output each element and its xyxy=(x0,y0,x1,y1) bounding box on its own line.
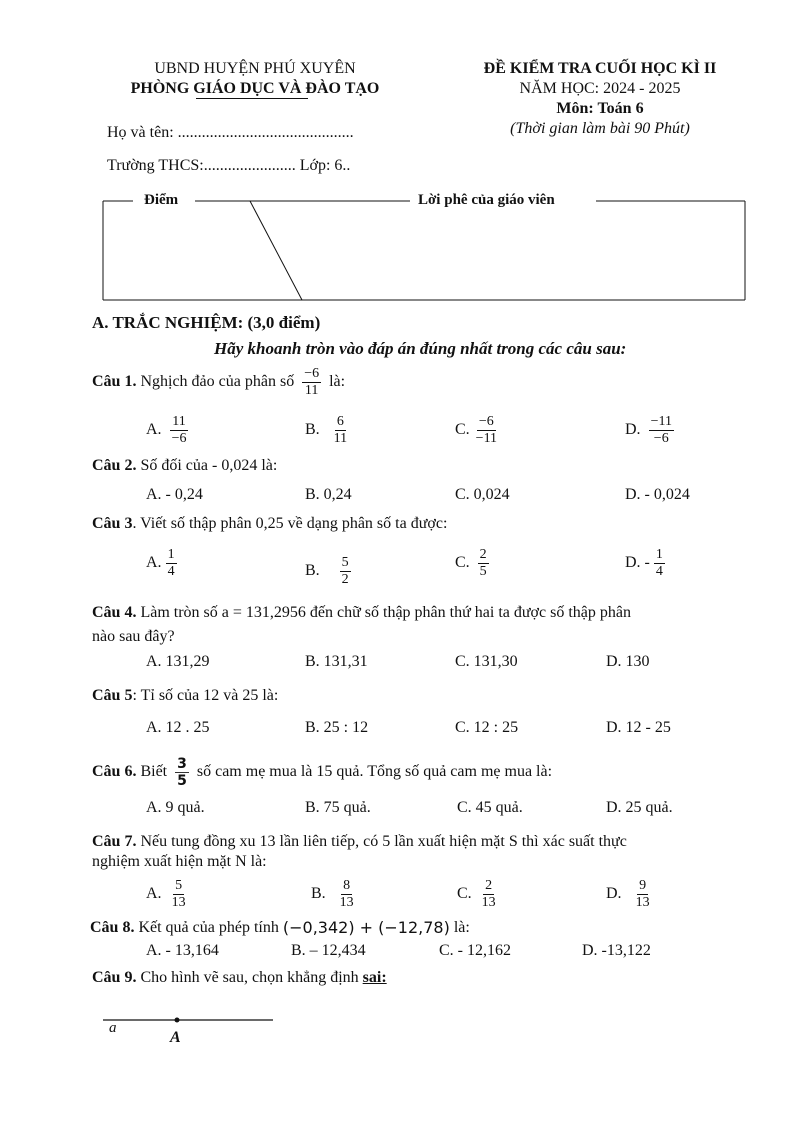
option-letter: A. xyxy=(146,554,162,571)
fraction-denominator: 13 xyxy=(339,894,354,910)
q2-option-b[interactable]: B. 0,24 xyxy=(305,486,352,503)
fraction-numerator: 9 xyxy=(639,877,647,893)
fraction-numerator: 2 xyxy=(479,546,487,562)
fraction-numerator: 1 xyxy=(167,546,175,562)
q4-option-a[interactable]: A. 131,29 xyxy=(146,653,210,670)
question-8-text-end: là: xyxy=(453,918,470,936)
question-1-label: Câu 1. xyxy=(92,373,137,390)
option-fraction xyxy=(170,878,188,911)
q1-option-a[interactable] xyxy=(146,410,188,450)
exam-title: ĐỀ KIỂM TRA CUỐI HỌC KÌ II xyxy=(483,60,717,77)
q6-option-b[interactable]: B. 75 quả. xyxy=(305,799,371,816)
fraction-numerator: 3 xyxy=(177,755,187,772)
option-fraction xyxy=(340,555,351,588)
option-letter: A. xyxy=(146,885,162,902)
subject: Môn: Toán 6 xyxy=(556,100,644,117)
question-7 xyxy=(92,833,627,851)
fraction-denominator: 4 xyxy=(655,563,663,579)
question-6-fraction xyxy=(175,756,189,789)
fraction-denominator: 5 xyxy=(177,772,187,789)
question-3-label: Câu 3 xyxy=(92,515,133,532)
school-year: NĂM HỌC: 2024 - 2025 xyxy=(519,80,681,97)
question-7-text: Nếu tung đồng xu 13 lần liên tiếp, có 5 lần xuất hiện mặt S thì xác suất thực xyxy=(140,833,627,850)
q2-option-d[interactable]: D. - 0,024 xyxy=(625,486,690,503)
q1-option-c[interactable] xyxy=(455,410,499,450)
header-left-underline xyxy=(196,98,308,99)
q5-option-c[interactable]: C. 12 : 25 xyxy=(455,719,519,736)
header-left-line2: PHÒNG GIÁO DỤC VÀ ĐÀO TẠO xyxy=(130,80,380,97)
point-a xyxy=(175,1018,180,1023)
q5-option-b[interactable]: B. 25 : 12 xyxy=(305,719,369,736)
fraction-denominator: 11 xyxy=(333,430,348,446)
q6-option-a[interactable]: A. 9 quả. xyxy=(146,799,205,816)
question-3 xyxy=(92,515,447,533)
question-7-text-line2: nghiệm xuất hiện mặt N là: xyxy=(92,853,267,870)
question-9-label: Câu 9. xyxy=(92,969,137,986)
fraction-numerator: 1 xyxy=(655,546,663,562)
q3-option-d[interactable] xyxy=(625,543,665,583)
question-4-label: Câu 4. xyxy=(92,604,137,621)
option-fraction xyxy=(634,878,652,911)
q8-option-d[interactable]: D. -13,122 xyxy=(582,942,651,959)
option-letter: B. xyxy=(311,885,326,902)
option-fraction xyxy=(166,547,177,580)
fraction-numerator: 11 xyxy=(172,413,186,429)
q3-option-b[interactable] xyxy=(305,551,351,591)
question-2-text: Số đối của - 0,024 là: xyxy=(140,457,278,474)
q7-option-d[interactable] xyxy=(606,874,652,914)
exam-duration: (Thời gian làm bài 90 Phút) xyxy=(510,120,690,137)
question-8-label: Câu 8. xyxy=(90,918,135,936)
figure-line-label: a xyxy=(109,1020,117,1036)
q1-option-d[interactable] xyxy=(625,410,674,450)
question-5-text: : Tỉ số của 12 và 25 là: xyxy=(132,687,279,704)
fraction-denominator: −6 xyxy=(171,430,187,446)
question-9 xyxy=(92,969,387,987)
q7-option-b[interactable] xyxy=(311,874,356,914)
question-9-figure xyxy=(95,1010,295,1050)
question-8 xyxy=(90,918,470,937)
option-fraction xyxy=(649,414,674,447)
option-letter: A. xyxy=(146,421,162,438)
fraction-numerator: −6 xyxy=(304,365,320,381)
option-fraction xyxy=(474,414,499,447)
fraction-denominator: 13 xyxy=(481,894,496,910)
fraction-denominator: 13 xyxy=(171,894,186,910)
option-letter: C. xyxy=(455,421,470,438)
q7-option-a[interactable] xyxy=(146,874,188,914)
question-1-text: Nghịch đảo của phân số xyxy=(140,373,295,390)
fraction-numerator: 8 xyxy=(343,877,351,893)
question-1-fraction xyxy=(302,366,321,399)
option-fraction xyxy=(478,547,489,580)
q4-option-d[interactable]: D. 130 xyxy=(606,653,650,670)
fraction-denominator: 4 xyxy=(167,563,175,579)
question-4 xyxy=(92,604,631,622)
score-label: Điểm xyxy=(144,192,179,208)
fraction-numerator: 2 xyxy=(485,877,493,893)
q1-option-b[interactable] xyxy=(305,410,349,450)
question-6 xyxy=(92,752,552,792)
q4-option-c[interactable]: C. 131,30 xyxy=(455,653,518,670)
question-4-text: Làm tròn số a = 131,2956 đến chữ số thập phân thứ hai ta được số thập phân xyxy=(140,604,631,621)
teacher-comment-label: Lời phê của giáo viên xyxy=(418,192,555,208)
question-1-text-end: là: xyxy=(329,373,346,390)
option-letter: B. xyxy=(305,421,320,438)
header-left-line1: UBND HUYỆN PHÚ XUYÊN xyxy=(154,60,356,77)
question-7-label: Câu 7. xyxy=(92,833,137,850)
fraction-denominator: −11 xyxy=(475,430,498,446)
question-2 xyxy=(92,457,277,475)
school-class-field[interactable]: Trường THCS:....................... Lớp: 6.. xyxy=(107,157,351,174)
question-9-emphasis: sai: xyxy=(362,969,387,986)
q3-option-c[interactable] xyxy=(455,543,489,583)
question-5 xyxy=(92,687,278,705)
q3-option-a[interactable] xyxy=(146,543,177,583)
score-comment-box xyxy=(0,190,794,310)
fraction-denominator: 2 xyxy=(341,571,349,587)
fraction-denominator: 5 xyxy=(479,563,487,579)
q8-option-a[interactable]: A. - 13,164 xyxy=(146,942,219,959)
option-fraction xyxy=(654,547,665,580)
question-6-label: Câu 6. xyxy=(92,763,137,780)
option-letter: B. xyxy=(305,562,320,579)
q7-option-c[interactable] xyxy=(457,874,498,914)
q2-option-c[interactable]: C. 0,024 xyxy=(455,486,510,503)
question-9-text: Cho hình vẽ sau, chọn khẳng định xyxy=(140,969,359,986)
q6-option-d[interactable]: D. 25 quả. xyxy=(606,799,673,816)
question-8-expression: (−0,342) + (−12,78) xyxy=(282,918,450,937)
fraction-numerator: 5 xyxy=(175,877,183,893)
option-fraction xyxy=(338,878,356,911)
option-letter: C. xyxy=(455,554,470,571)
student-name-field[interactable]: Họ và tên: ............................................ xyxy=(107,124,354,141)
option-fraction xyxy=(480,878,498,911)
question-6-text: Biết xyxy=(140,763,168,780)
question-5-label: Câu 5 xyxy=(92,687,133,704)
option-letter: D. - xyxy=(625,554,650,571)
q4-option-b[interactable]: B. 131,31 xyxy=(305,653,368,670)
option-letter: C. xyxy=(457,885,472,902)
option-fraction xyxy=(170,414,189,447)
fraction-numerator: −11 xyxy=(650,413,672,429)
option-letter: D. xyxy=(606,885,622,902)
q5-option-d[interactable]: D. 12 - 25 xyxy=(606,719,671,736)
q8-option-b[interactable]: B. – 12,434 xyxy=(291,942,366,959)
question-2-label: Câu 2. xyxy=(92,457,137,474)
section-a-title: A. TRẮC NGHIỆM: (3,0 điểm) xyxy=(92,313,321,332)
fraction-denominator: 13 xyxy=(635,894,650,910)
figure-point-label: A xyxy=(170,1029,181,1046)
question-6-text-end: số cam mẹ mua là 15 quả. Tổng số quả cam mẹ mua là: xyxy=(196,763,553,780)
option-letter: D. xyxy=(625,421,641,438)
q5-option-a[interactable]: A. 12 . 25 xyxy=(146,719,210,736)
fraction-numerator: 5 xyxy=(341,554,349,570)
option-fraction xyxy=(332,414,349,447)
q2-option-a[interactable]: A. - 0,24 xyxy=(146,486,203,503)
fraction-denominator: 11 xyxy=(304,382,319,398)
q6-option-c[interactable]: C. 45 quả. xyxy=(457,799,523,816)
fraction-numerator: 6 xyxy=(336,413,344,429)
question-8-text: Kết quả của phép tính xyxy=(138,918,279,936)
question-4-text-line2: nào sau đây? xyxy=(92,628,175,645)
q8-option-c[interactable]: C. - 12,162 xyxy=(439,942,511,959)
fraction-numerator: −6 xyxy=(478,413,494,429)
question-3-text: . Viết số thập phân 0,25 về dạng phân số ta được: xyxy=(132,515,448,532)
fraction-denominator: −6 xyxy=(653,430,669,446)
section-a-instruction: Hãy khoanh tròn vào đáp án đúng nhất trong các câu sau: xyxy=(214,339,627,358)
question-1 xyxy=(92,360,345,404)
